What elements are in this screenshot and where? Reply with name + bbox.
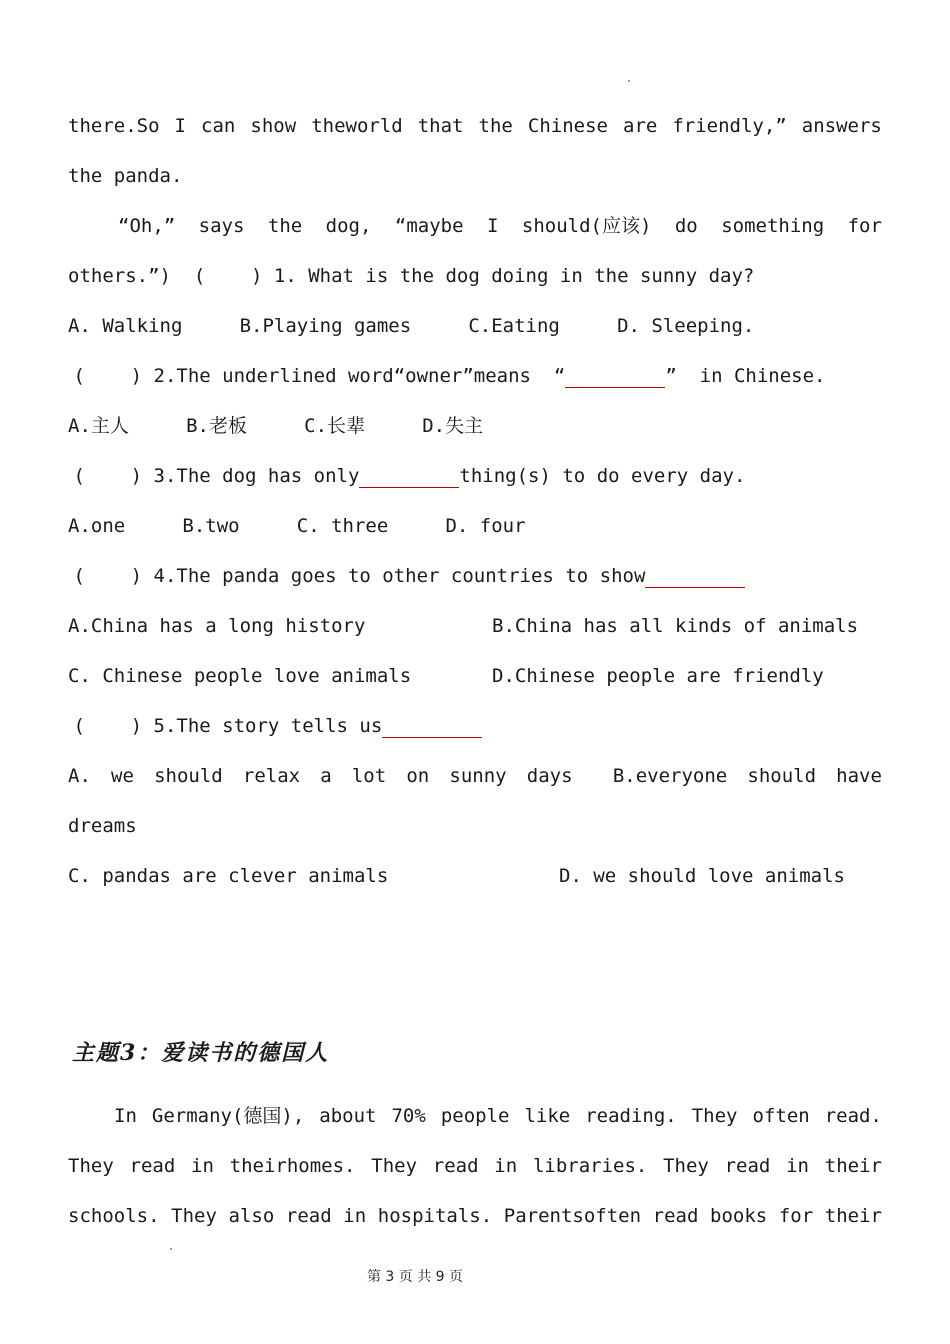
question-5-options-cd bbox=[68, 864, 882, 888]
word: read bbox=[432, 1155, 479, 1177]
question-4-options-cd bbox=[68, 664, 882, 688]
word: the bbox=[267, 215, 303, 237]
word: can bbox=[201, 115, 236, 137]
word: In bbox=[114, 1105, 137, 1127]
question-3-text-end: thing(s) to do every day. bbox=[459, 465, 746, 487]
word: I bbox=[486, 215, 499, 237]
word: something bbox=[721, 215, 825, 237]
word: friendly,” bbox=[672, 115, 787, 137]
word: answers bbox=[801, 115, 882, 137]
word: do bbox=[674, 215, 698, 237]
word: Chinese bbox=[527, 115, 608, 137]
question-5-options-ab bbox=[68, 764, 882, 788]
question-5-text: ( ) 5.The story tells us bbox=[62, 715, 383, 737]
paragraph-line-1 bbox=[114, 1104, 882, 1128]
word: for bbox=[778, 1205, 814, 1227]
word: we bbox=[111, 765, 134, 787]
question-1: others.”) ( ) 1. What is the dog doing in the sunny day? bbox=[68, 265, 755, 287]
question-2-text: ( ) 2.The underlined word“owner”means “ bbox=[62, 365, 566, 387]
word: their bbox=[824, 1155, 882, 1177]
question-4-text: ( ) 4.The panda goes to other countries to show bbox=[62, 565, 646, 587]
word: Parentsoften bbox=[503, 1205, 642, 1227]
word: should(应该) bbox=[521, 215, 652, 237]
question-3-options: A.one B.two C. three D. four bbox=[68, 515, 526, 537]
answer-blank bbox=[645, 569, 745, 588]
word: that bbox=[417, 115, 464, 137]
word: 70% bbox=[391, 1105, 426, 1127]
scan-dot bbox=[170, 1248, 172, 1250]
word: also bbox=[228, 1205, 275, 1227]
word: relax bbox=[242, 765, 301, 787]
word: read bbox=[652, 1205, 699, 1227]
question-2-options: A.主人 B.老板 C.长辈 D.失主 bbox=[68, 415, 484, 437]
word: in bbox=[191, 1155, 214, 1177]
word: like bbox=[524, 1105, 571, 1127]
word: theirhomes. bbox=[229, 1155, 356, 1177]
word: libraries. bbox=[532, 1155, 648, 1177]
section-heading: 主题3：爱读书的德国人 bbox=[72, 1040, 330, 1066]
answer-blank bbox=[359, 469, 459, 488]
word: should bbox=[747, 765, 817, 787]
option-d: D. we should love animals bbox=[559, 865, 845, 887]
word: I bbox=[174, 115, 186, 137]
answer-blank bbox=[565, 369, 665, 388]
word: there.So bbox=[68, 115, 160, 137]
story-line-3 bbox=[118, 214, 882, 238]
word: “maybe bbox=[394, 215, 464, 237]
word: read bbox=[285, 1205, 332, 1227]
word: lot bbox=[351, 765, 387, 787]
word: sunny bbox=[449, 765, 507, 787]
question-3-text: ( ) 3.The dog has only bbox=[62, 465, 360, 487]
option-b: B.China has all kinds of animals bbox=[492, 615, 859, 637]
word: They bbox=[371, 1155, 418, 1177]
word: They bbox=[663, 1155, 709, 1177]
question-4-options-ab bbox=[68, 614, 882, 638]
story-line-2: the panda. bbox=[68, 165, 183, 187]
question-2 bbox=[62, 364, 876, 388]
word: a bbox=[320, 765, 332, 787]
page-footer: 第 3 页 共 9 页 bbox=[366, 1269, 464, 1285]
word: reading. bbox=[585, 1105, 677, 1127]
word: days bbox=[526, 765, 573, 787]
word: about bbox=[319, 1105, 377, 1127]
word: They bbox=[171, 1205, 217, 1227]
word: should bbox=[154, 765, 223, 787]
word: books bbox=[710, 1205, 768, 1227]
word: for bbox=[847, 215, 882, 237]
word: show bbox=[250, 115, 297, 137]
word: They bbox=[691, 1105, 738, 1127]
word: people bbox=[440, 1105, 510, 1127]
word: in bbox=[343, 1205, 367, 1227]
question-2-text-end: ” in Chinese. bbox=[665, 365, 826, 387]
scan-dot bbox=[628, 80, 630, 82]
word: in bbox=[786, 1155, 809, 1177]
option-d: D.Chinese people are friendly bbox=[492, 665, 824, 687]
word: have bbox=[836, 765, 882, 787]
word: Germany(德国), bbox=[151, 1105, 305, 1127]
word: read bbox=[129, 1155, 176, 1177]
word: “Oh,” bbox=[118, 215, 176, 237]
word: on bbox=[406, 765, 430, 787]
word: often bbox=[752, 1105, 810, 1127]
option-a: A.China has a long history bbox=[68, 615, 366, 637]
word: dog, bbox=[325, 215, 372, 237]
question-5-option-b-cont: dreams bbox=[68, 815, 137, 837]
option-c: C. Chinese people love animals bbox=[68, 665, 412, 687]
paragraph-line-3 bbox=[68, 1204, 882, 1228]
word: are bbox=[623, 115, 658, 137]
word: B.everyone bbox=[612, 765, 728, 787]
word: They bbox=[68, 1155, 114, 1177]
word: their bbox=[824, 1205, 882, 1227]
question-3 bbox=[62, 464, 876, 488]
word: the bbox=[478, 115, 513, 137]
story-line-1 bbox=[68, 114, 882, 138]
word: schools. bbox=[68, 1205, 160, 1227]
option-c: C. pandas are clever animals bbox=[68, 865, 389, 887]
word: read. bbox=[824, 1105, 882, 1127]
question-1-options: A. Walking B.Playing games C.Eating D. Sleeping. bbox=[68, 315, 755, 337]
paragraph-line-2 bbox=[68, 1154, 882, 1178]
word: says bbox=[198, 215, 245, 237]
word: theworld bbox=[311, 115, 403, 137]
word: in bbox=[494, 1155, 518, 1177]
question-4 bbox=[62, 564, 876, 588]
word: read bbox=[724, 1155, 771, 1177]
word: hospitals. bbox=[377, 1205, 493, 1227]
word: A. bbox=[68, 765, 91, 787]
answer-blank bbox=[382, 719, 482, 738]
question-5 bbox=[62, 714, 876, 738]
